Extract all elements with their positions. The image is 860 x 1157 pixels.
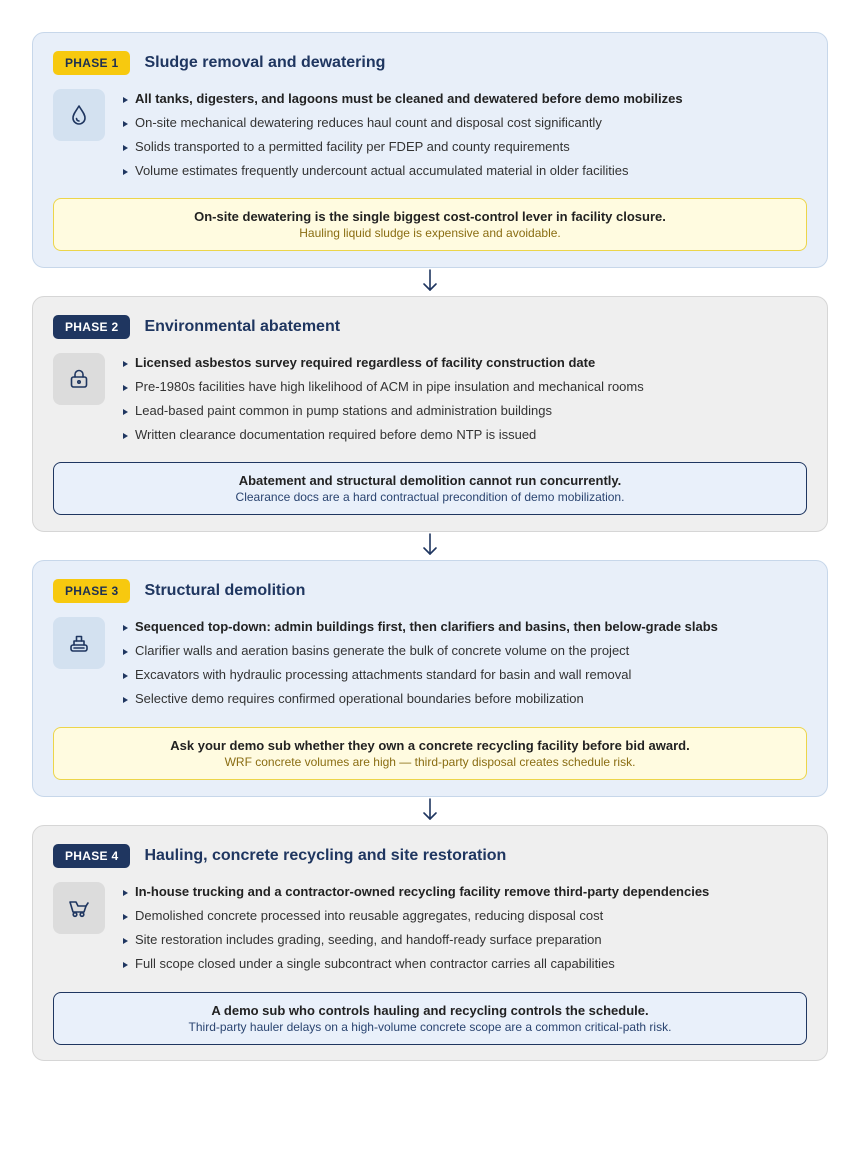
phase-4-callout	[53, 992, 807, 1045]
bullet-item: Pre-1980s facilities have high likelihood of ACM in pipe insulation and mechanical rooms	[121, 379, 811, 403]
phase-2-card	[32, 296, 828, 532]
phase-4-bullets	[121, 884, 811, 980]
callout-sub: Clearance docs are a hard contractual precondition of demo mobilization.	[235, 490, 625, 504]
phase-1-header	[53, 51, 385, 75]
phase-badge: PHASE 4	[53, 844, 130, 868]
phase-badge: PHASE 3	[53, 579, 130, 603]
callout-sub: Third-party hauler delays on a high-volume concrete scope are a common critical-path risk.	[188, 1020, 672, 1034]
phase-1-card	[32, 32, 828, 268]
phase-3-callout	[53, 727, 807, 780]
bullet-item: Solids transported to a permitted facility per FDEP and county requirements	[121, 139, 811, 163]
phase-3-card	[32, 560, 828, 797]
bullet-item: Excavators with hydraulic processing attachments standard for basin and wall removal	[121, 667, 811, 691]
bullet-item: Volume estimates frequently undercount actual accumulated material in older facilities	[121, 163, 811, 187]
phase-2-header	[53, 315, 340, 339]
phase-title: Environmental abatement	[144, 318, 341, 335]
bullet-item: Written clearance documentation required before demo NTP is issued	[121, 427, 811, 451]
callout-sub: Hauling liquid sludge is expensive and avoidable.	[299, 226, 561, 240]
phase-1-bullets	[121, 91, 811, 187]
callout-main: A demo sub who controls hauling and recycling controls the schedule.	[211, 1003, 649, 1018]
phase-title: Hauling, concrete recycling and site restoration	[144, 847, 507, 864]
bullet-item: Full scope closed under a single subcontract when contractor carries all capabilities	[121, 956, 811, 980]
phase-badge: PHASE 2	[53, 315, 130, 339]
phase-3-bullets	[121, 619, 811, 715]
bullet-item: Demolished concrete processed into reusable aggregates, reducing disposal cost	[121, 908, 811, 932]
phase-2-callout	[53, 462, 807, 515]
phase-4-card	[32, 825, 828, 1061]
phase-title: Structural demolition	[144, 582, 306, 599]
phase-title: Sludge removal and dewatering	[144, 54, 386, 71]
water-drop-icon	[53, 89, 105, 141]
bullet-item: Selective demo requires confirmed operational boundaries before mobilization	[121, 691, 811, 715]
phase-1-callout	[53, 198, 807, 251]
excavator-icon	[53, 617, 105, 669]
bullet-item: Sequenced top-down: admin buildings first, then clarifiers and basins, then below-grade slabs	[121, 619, 811, 643]
arrow-down-icon	[421, 268, 439, 294]
truck-icon	[53, 882, 105, 934]
phase-3-header	[53, 579, 305, 603]
bullet-item: Licensed asbestos survey required regardless of facility construction date	[121, 355, 811, 379]
phase-4-header	[53, 844, 506, 868]
arrow-down-icon	[421, 797, 439, 823]
lock-icon	[53, 353, 105, 405]
bullet-item: All tanks, digesters, and lagoons must be cleaned and dewatered before demo mobilizes	[121, 91, 811, 115]
bullet-item: In-house trucking and a contractor-owned recycling facility remove third-party dependencies	[121, 884, 811, 908]
callout-main: Abatement and structural demolition cannot run concurrently.	[238, 473, 622, 488]
phase-2-bullets	[121, 355, 811, 451]
callout-main: Ask your demo sub whether they own a concrete recycling facility before bid award.	[170, 738, 690, 753]
bullet-item: Clarifier walls and aeration basins generate the bulk of concrete volume on the project	[121, 643, 811, 667]
callout-sub: WRF concrete volumes are high — third-party disposal creates schedule risk.	[224, 755, 636, 769]
arrow-down-icon	[421, 532, 439, 558]
phase-badge: PHASE 1	[53, 51, 130, 75]
bullet-item: Site restoration includes grading, seeding, and handoff-ready surface preparation	[121, 932, 811, 956]
callout-main: On-site dewatering is the single biggest cost-control lever in facility closure.	[194, 209, 666, 224]
bullet-item: On-site mechanical dewatering reduces haul count and disposal cost significantly	[121, 115, 811, 139]
bullet-item: Lead-based paint common in pump stations and administration buildings	[121, 403, 811, 427]
